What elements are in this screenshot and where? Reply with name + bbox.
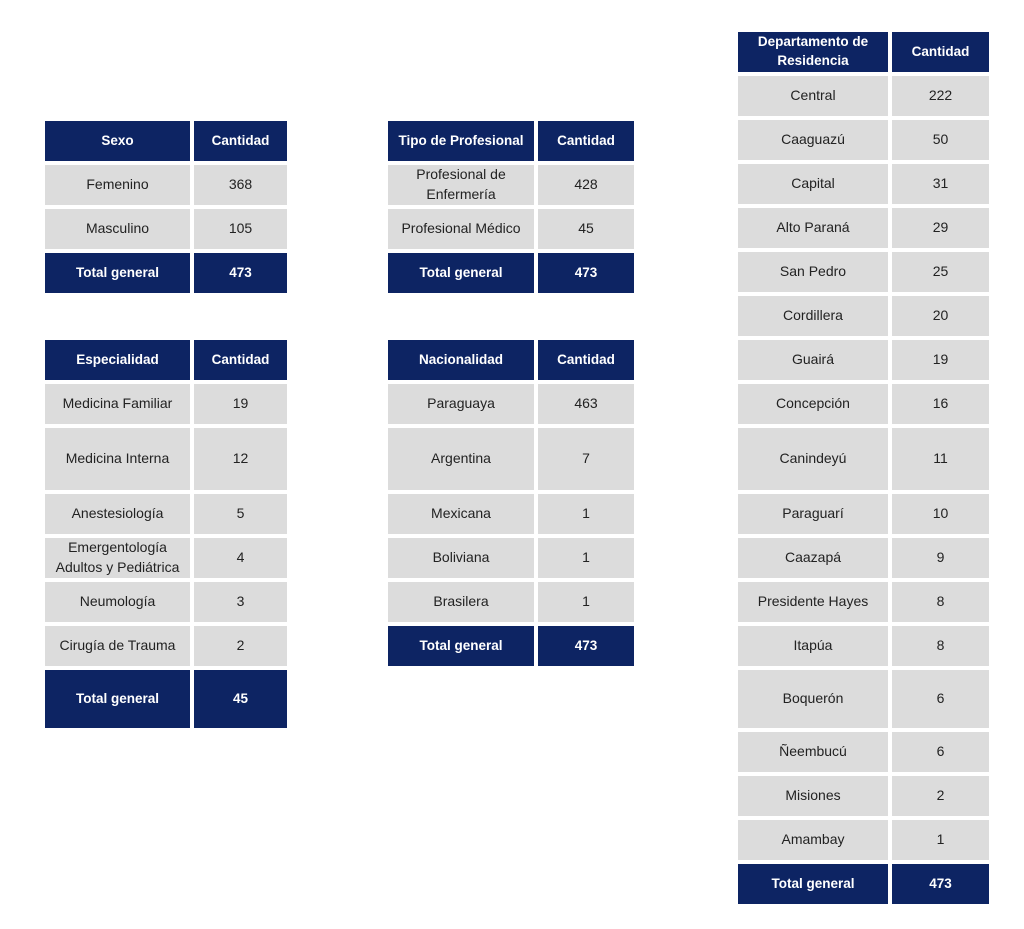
row-label: Ñeembucú: [738, 732, 888, 772]
table-sexo: [45, 121, 287, 297]
total-value: 45: [194, 670, 287, 728]
table-row: [45, 384, 287, 424]
row-label: Argentina: [388, 428, 534, 490]
row-value: 6: [892, 732, 989, 772]
total-value: 473: [194, 253, 287, 293]
header-cell: Cantidad: [892, 32, 989, 72]
table-total-row: [738, 864, 989, 904]
row-value: 31: [892, 164, 989, 204]
table-especialidad: [45, 340, 287, 732]
row-value: 6: [892, 670, 989, 728]
row-label: Paraguarí: [738, 494, 888, 534]
total-label: Total general: [388, 626, 534, 666]
table-row: [388, 538, 634, 578]
row-label: Masculino: [45, 209, 190, 249]
row-label: Cordillera: [738, 296, 888, 336]
row-value: 1: [538, 582, 634, 622]
row-value: 16: [892, 384, 989, 424]
row-label: Mexicana: [388, 494, 534, 534]
row-value: 8: [892, 626, 989, 666]
table-nacionalidad: [388, 340, 634, 670]
total-value: 473: [538, 253, 634, 293]
row-label: Itapúa: [738, 626, 888, 666]
table-row: [388, 165, 634, 205]
table-row: [738, 494, 989, 534]
table-total-row: [45, 253, 287, 293]
row-label: Guairá: [738, 340, 888, 380]
table-row: [738, 208, 989, 248]
row-value: 368: [194, 165, 287, 205]
table-header-row: [45, 340, 287, 380]
table-row: [738, 820, 989, 860]
total-value: 473: [892, 864, 989, 904]
row-value: 50: [892, 120, 989, 160]
row-value: 9: [892, 538, 989, 578]
header-cell: Cantidad: [538, 121, 634, 161]
row-label: Canindeyú: [738, 428, 888, 490]
row-label: Concepción: [738, 384, 888, 424]
table-header-row: [45, 121, 287, 161]
row-label: Anestesiología: [45, 494, 190, 534]
table-row: [738, 670, 989, 728]
row-label: Alto Paraná: [738, 208, 888, 248]
row-value: 4: [194, 538, 287, 578]
table-row: [738, 340, 989, 380]
row-label: San Pedro: [738, 252, 888, 292]
row-label: Caaguazú: [738, 120, 888, 160]
table-departamento: [738, 32, 989, 908]
total-value: 473: [538, 626, 634, 666]
row-value: 3: [194, 582, 287, 622]
row-value: 10: [892, 494, 989, 534]
header-cell: Cantidad: [194, 340, 287, 380]
row-label: Neumología: [45, 582, 190, 622]
row-value: 1: [892, 820, 989, 860]
row-value: 8: [892, 582, 989, 622]
total-label: Total general: [738, 864, 888, 904]
table-row: [45, 209, 287, 249]
total-label: Total general: [45, 253, 190, 293]
row-label: Capital: [738, 164, 888, 204]
row-value: 20: [892, 296, 989, 336]
row-value: 428: [538, 165, 634, 205]
row-label: Cirugía de Trauma: [45, 626, 190, 666]
table-row: [388, 428, 634, 490]
table-row: [738, 538, 989, 578]
table-row: [738, 252, 989, 292]
total-label: Total general: [388, 253, 534, 293]
row-label: Boliviana: [388, 538, 534, 578]
table-row: [45, 626, 287, 666]
row-value: 1: [538, 538, 634, 578]
table-row: [738, 296, 989, 336]
table-total-row: [388, 253, 634, 293]
table-row: [738, 582, 989, 622]
table-header-row: [388, 340, 634, 380]
row-label: Medicina Interna: [45, 428, 190, 490]
table-row: [738, 76, 989, 116]
row-label: Presidente Hayes: [738, 582, 888, 622]
row-value: 11: [892, 428, 989, 490]
table-row: [388, 494, 634, 534]
row-value: 1: [538, 494, 634, 534]
row-label: Profesional de Enfermería: [388, 165, 534, 205]
header-cell: Departamento de Residencia: [738, 32, 888, 72]
header-cell: Nacionalidad: [388, 340, 534, 380]
row-value: 7: [538, 428, 634, 490]
table-row: [738, 732, 989, 772]
row-value: 105: [194, 209, 287, 249]
row-value: 463: [538, 384, 634, 424]
table-row: [388, 582, 634, 622]
table-row: [738, 120, 989, 160]
table-row: [45, 582, 287, 622]
row-label: Profesional Médico: [388, 209, 534, 249]
row-value: 2: [892, 776, 989, 816]
row-label: Femenino: [45, 165, 190, 205]
row-value: 19: [892, 340, 989, 380]
table-row: [45, 494, 287, 534]
row-label: Boquerón: [738, 670, 888, 728]
table-row: [738, 776, 989, 816]
table-row: [738, 164, 989, 204]
row-value: 19: [194, 384, 287, 424]
row-value: 45: [538, 209, 634, 249]
row-label: Caazapá: [738, 538, 888, 578]
table-row: [388, 384, 634, 424]
table-header-row: [388, 121, 634, 161]
row-label: Central: [738, 76, 888, 116]
row-value: 222: [892, 76, 989, 116]
table-row: [45, 428, 287, 490]
table-row: [738, 384, 989, 424]
row-label: Brasilera: [388, 582, 534, 622]
row-label: Misiones: [738, 776, 888, 816]
row-value: 5: [194, 494, 287, 534]
row-label: Medicina Familiar: [45, 384, 190, 424]
header-cell: Tipo de Profesional: [388, 121, 534, 161]
table-total-row: [388, 626, 634, 666]
row-label: Paraguaya: [388, 384, 534, 424]
header-cell: Cantidad: [194, 121, 287, 161]
table-total-row: [45, 670, 287, 728]
table-row: [45, 538, 287, 578]
row-value: 25: [892, 252, 989, 292]
row-value: 2: [194, 626, 287, 666]
table-tipo-profesional: [388, 121, 634, 297]
table-row: [45, 165, 287, 205]
row-label: Emergentología Adultos y Pediátrica: [45, 538, 190, 578]
header-cell: Cantidad: [538, 340, 634, 380]
row-value: 29: [892, 208, 989, 248]
table-row: [738, 626, 989, 666]
table-header-row: [738, 32, 989, 72]
table-row: [388, 209, 634, 249]
total-label: Total general: [45, 670, 190, 728]
row-label: Amambay: [738, 820, 888, 860]
header-cell: Sexo: [45, 121, 190, 161]
table-row: [738, 428, 989, 490]
row-value: 12: [194, 428, 287, 490]
header-cell: Especialidad: [45, 340, 190, 380]
